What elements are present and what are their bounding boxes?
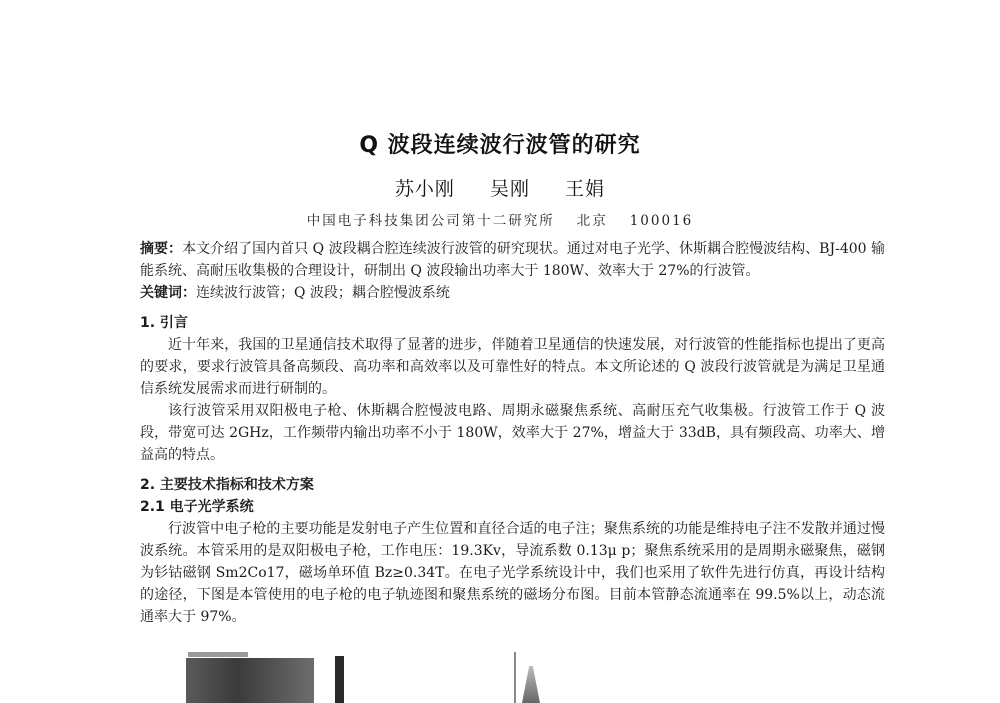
- abstract-text: 本文介绍了国内首只 Q 波段耦合腔连续波行波管的研究现状。通过对电子光学、休斯耦合腔慢波结构、BJ-400 输能系统、高耐压收集极的合理设计，研制出 Q 波段输出功率大于 180W、效率大于 27%的行波管。: [140, 241, 886, 279]
- paper-body: [140, 238, 885, 628]
- paper-title: Q 波段连续波行波管的研究: [359, 133, 641, 158]
- affiliation: [0, 209, 1000, 229]
- magnetic-field-figure: [508, 652, 548, 703]
- keywords: [140, 282, 885, 304]
- affiliation-org: 中国电子科技集团公司第十二研究所: [306, 213, 555, 229]
- keywords-label: 关键词：: [140, 285, 196, 301]
- author-list: [0, 174, 1000, 201]
- paragraph: 该行波管采用双阳极电子枪、休斯耦合腔慢波电路、周期永磁聚焦系统、高耐压充气收集极。行波管工作于 Q 波段，带宽可达 2GHz，工作频带内输出功率不小于 180W，效率大于 27%，增益大于 33dB，具有频段高、功率大、增益高的特点。: [140, 403, 885, 463]
- author-name: 王娟: [565, 178, 606, 200]
- affiliation-city: 北京: [576, 213, 608, 229]
- section-heading-intro: 1. 引言: [140, 315, 188, 331]
- figure-scale-bar: [335, 656, 344, 703]
- affiliation-postcode: 100016: [629, 213, 694, 229]
- keywords-text: 连续波行波管；Q 波段；耦合腔慢波系统: [196, 285, 450, 301]
- section-heading-2: 2. 主要技术指标和技术方案: [140, 477, 314, 493]
- electron-trajectory-figure: [186, 658, 314, 703]
- abstract-label: 摘要：: [140, 241, 183, 257]
- paragraph: 行波管中电子枪的主要功能是发射电子产生位置和直径合适的电子注；聚焦系统的功能是维持电子注不发散并通过慢波系统。本管采用的是双阳极电子枪，工作电压：19.3Kv，导流系数 0.13μ p；聚焦系统采用的是周期永磁聚焦，磁钢为钐钴磁钢 Sm2Co17，磁场单环值 Bz≥0.34T。在电子光学系统设计中，我们也采用了软件先进行仿真，再设计结构的途径，下图是本管使用的电子枪的电子轨迹图和聚焦系统的磁场分布图。目前本管静态流通率在 99.5%以上，动态流通率大于 97%。: [140, 521, 885, 625]
- author-name: 苏小刚: [394, 178, 455, 200]
- subsection-heading-2-1: 2.1 电子光学系统: [140, 499, 254, 515]
- figures-strip: [0, 652, 1000, 703]
- paragraph: 近十年来，我国的卫星通信技术取得了显著的进步，伴随着卫星通信的快速发展，对行波管的性能指标也提出了更高的要求，要求行波管具备高频段、高功率和高效率以及可靠性好的特点。本文所论述的 Q 波段行波管就是为满足卫星通信系统发展需求而进行研制的。: [140, 337, 885, 397]
- author-name: 吴刚: [489, 178, 530, 200]
- abstract: [140, 238, 885, 282]
